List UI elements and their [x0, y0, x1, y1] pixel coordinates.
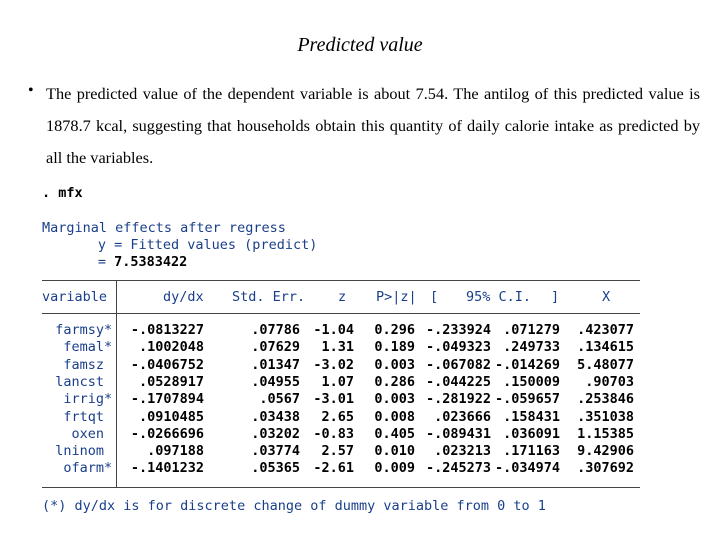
cell-se: .01347: [251, 356, 300, 373]
variable-label: farmsy: [55, 322, 104, 338]
row-variable-name: [63, 357, 112, 373]
cell-dydx: .0528917: [138, 373, 204, 390]
cell-se: .07629: [251, 339, 300, 356]
cell-ci-low: -.233924: [425, 322, 491, 338]
cell-ci-low: -.281922: [425, 391, 491, 408]
variable-label: femal: [63, 339, 104, 356]
stata-footnote: (*) dy/dx is for discrete change of dummy variable from 0 to 1: [42, 498, 546, 514]
cell-p: 0.189: [374, 339, 415, 356]
dummy-star: *: [104, 322, 113, 338]
row-variable-name: [55, 443, 112, 459]
cell-x: .351038: [577, 408, 634, 425]
variable-label: irrig: [63, 391, 104, 408]
table-top-rule: [42, 280, 640, 281]
col-dydx: dy/dx: [163, 289, 204, 305]
cell-ci-low: -.245273: [425, 460, 491, 477]
cell-ci-low: -.044225: [425, 373, 491, 390]
cell-ci-high: .150009: [503, 373, 560, 390]
row-variable-name: [55, 322, 112, 338]
cell-p: 0.405: [374, 425, 415, 442]
variable-label: famsz: [63, 356, 104, 373]
col-variable: variable: [42, 289, 108, 305]
row-variable-name: [63, 409, 112, 425]
cell-dydx: -.0266696: [130, 425, 204, 442]
table-bottom-rule: [42, 487, 640, 488]
table-header-rule: [42, 313, 640, 314]
eq-label: =: [97, 254, 106, 270]
col-ci: 95% C.I.: [466, 289, 532, 305]
cell-se: .03438: [251, 408, 300, 425]
cell-dydx: .0910485: [138, 408, 204, 425]
cell-z: -1.04: [313, 322, 354, 338]
cell-x: .134615: [577, 339, 634, 356]
dummy-star: *: [104, 391, 113, 408]
cell-x: 1.15385: [577, 425, 634, 442]
col-z: z: [338, 289, 347, 305]
variable-label: lancst: [55, 373, 104, 390]
row-variable-name: [63, 460, 112, 476]
cell-z: 2.65: [321, 408, 354, 425]
cell-ci-high: .158431: [503, 408, 560, 425]
col-ci-open: [: [430, 289, 439, 305]
cell-dydx: -.1707894: [130, 391, 204, 408]
dummy-star: *: [104, 460, 113, 477]
col-std-err: Std. Err.: [232, 289, 306, 305]
cell-z: -3.02: [313, 356, 354, 373]
cell-ci-low: .023666: [434, 408, 491, 425]
cell-se: .04955: [251, 373, 300, 390]
bullet-paragraph: The predicted value of the dependent variable is about 7.54. The antilog of this predicted value is 1878.7 kcal, suggesting that households obtain this quantity of daily calorie intake as predicted by all the variables.: [46, 84, 700, 167]
cell-p: 0.003: [374, 356, 415, 373]
table-column-divider: [116, 280, 117, 487]
cell-x: .90703: [585, 373, 634, 390]
cell-dydx: .097188: [147, 443, 204, 460]
cell-se: .05365: [251, 460, 300, 477]
cell-p: 0.008: [374, 408, 415, 425]
variable-label: lninom: [55, 443, 104, 460]
cell-ci-high: -.034974: [494, 460, 560, 477]
dummy-star: *: [104, 339, 113, 356]
cell-z: 1.07: [321, 373, 354, 390]
cell-ci-high: .036091: [503, 425, 560, 442]
cell-dydx: .1002048: [138, 339, 204, 356]
cell-se: .03774: [251, 443, 300, 460]
cell-z: -0.83: [313, 425, 354, 442]
cell-se: .07786: [251, 322, 300, 338]
stata-command: . mfx: [42, 185, 83, 201]
cell-p: 0.286: [374, 373, 415, 390]
stata-header-title: Marginal effects after regress: [42, 220, 286, 236]
cell-x: .423077: [577, 322, 634, 338]
col-x: X: [602, 289, 611, 305]
cell-ci-high: .171163: [503, 443, 560, 460]
cell-x: .307692: [577, 460, 634, 477]
cell-ci-low: -.067082: [425, 356, 491, 373]
y-label: y: [97, 237, 106, 253]
fitted-value: 7.5383422: [114, 254, 188, 270]
cell-z: 2.57: [321, 443, 354, 460]
cell-x: 9.42906: [577, 443, 634, 460]
stata-header-eq: [42, 254, 187, 270]
col-ci-close: ]: [551, 289, 560, 305]
slide-title: Predicted value: [297, 34, 423, 56]
cell-ci-low: -.089431: [425, 425, 491, 442]
y-value: = Fitted values (predict): [114, 237, 318, 253]
cell-ci-high: -.059657: [494, 391, 560, 408]
cell-ci-low: -.049323: [425, 339, 491, 356]
col-p: P>|z|: [376, 289, 417, 305]
variable-label: oxen: [71, 425, 104, 442]
cell-ci-high: .249733: [503, 339, 560, 356]
cell-dydx: -.0406752: [130, 356, 204, 373]
cell-dydx: -.1401232: [130, 460, 204, 477]
bullet-point: •: [28, 82, 34, 99]
stata-header-y: [42, 237, 317, 253]
cell-p: 0.010: [374, 443, 415, 460]
cell-ci-high: .071279: [503, 322, 560, 338]
cell-z: -2.61: [313, 460, 354, 477]
row-variable-name: [55, 374, 112, 390]
cell-se: .03202: [251, 425, 300, 442]
row-variable-name: [71, 426, 112, 442]
variable-label: frtqt: [63, 408, 104, 425]
row-variable-name: [63, 339, 112, 355]
cell-ci-high: -.014269: [494, 356, 560, 373]
row-variable-name: [63, 391, 112, 407]
cell-p: 0.009: [374, 460, 415, 477]
cell-se: .0567: [259, 391, 300, 408]
cell-p: 0.296: [374, 322, 415, 338]
cell-x: .253846: [577, 391, 634, 408]
cell-z: -3.01: [313, 391, 354, 408]
cell-ci-low: .023213: [434, 443, 491, 460]
variable-label: ofarm: [63, 460, 104, 477]
cell-dydx: -.0813227: [130, 322, 204, 338]
cell-p: 0.003: [374, 391, 415, 408]
cell-z: 1.31: [321, 339, 354, 356]
cell-x: 5.48077: [577, 356, 634, 373]
